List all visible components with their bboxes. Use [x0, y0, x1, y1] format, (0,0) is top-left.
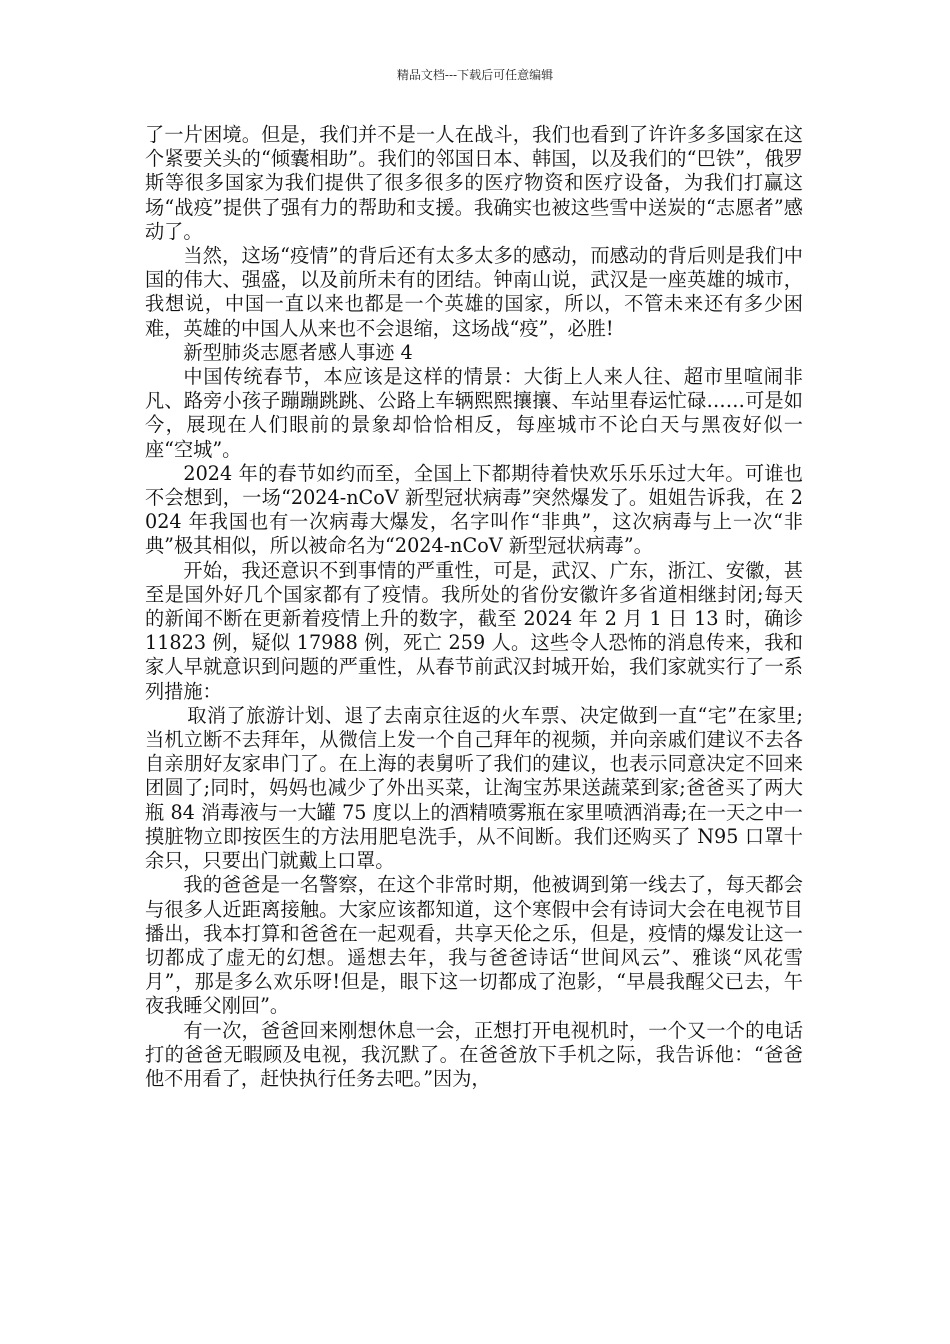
document-body: [145, 123, 803, 1091]
paragraph: 取消了旅游计划、退了去南京往返的火车票、决定做到一直“宅”在家里;当机立断不去拜年，从微信上发一个自己拜年的视频，并向亲戚们建议不去各自亲朋好友家串门了。在上海的表舅听了我们的建议，也表示同意决定不回来团圆了;同时，妈妈也减少了外出买菜，让淘宝苏果送蔬菜到家;爸爸买了两大瓶 84 消毒液与一大罐 75 度以上的酒精喷雾瓶在家里喷洒消毒;在一天之中一摸脏物立即按医生的方法用肥皂洗手，从不间断。我们还购买了 N95 口罩十余只，只要出门就戴上口罩。: [145, 703, 803, 873]
paragraph: 我的爸爸是一名警察，在这个非常时期，他被调到第一线去了，每天都会与很多人近距离接触。大家应该都知道，这个寒假中会有诗词大会在电视节目播出，我本打算和爸爸在一起观看，共享天伦之乐，但是，疫情的爆发让这一切都成了虚无的幻想。遥想去年，我与爸爸诗话“世间风云”、雅谈“风花雪月”，那是多么欢乐呀!但是，眼下这一切都成了泡影，“早晨我醒父已去，午夜我睡父刚回”。: [145, 873, 803, 1018]
paragraph: 有一次，爸爸回来刚想休息一会，正想打开电视机时，一个又一个的电话打的爸爸无暇顾及电视，我沉默了。在爸爸放下手机之际，我告诉他：“爸爸他不用看了，赶快执行任务去吧。”因为，: [145, 1018, 803, 1090]
page-header: 精品文档---下载后可任意编辑: [396, 68, 554, 82]
paragraph: 中国传统春节，本应该是这样的情景：大街上人来人往、超市里喧闹非凡、路旁小孩子蹦蹦跳跳、公路上车辆熙熙攘攘、车站里春运忙碌……可是如今，展现在人们眼前的景象却恰恰相反，每座城市不论白天与黑夜好似一座“空城”。: [145, 365, 803, 461]
paragraph: 当然，这场“疫情”的背后还有太多太多的感动，而感动的背后则是我们中国的伟大、强盛，以及前所未有的团结。钟南山说，武汉是一座英雄的城市，我想说，中国一直以来也都是一个英雄的国家，所以，不管未来还有多少困难，英雄的中国人从来也不会退缩，这场战“疫”，必胜!: [145, 244, 803, 340]
paragraph: 2024 年的春节如约而至，全国上下都期待着快欢乐乐乐过大年。可谁也不会想到，一场“2024-nCoV 新型冠状病毒”突然爆发了。姐姐告诉我，在 2024 年我国也有一次病毒大爆发，名字叫作“非典”，这次病毒与上一次“非典”极其相似，所以被命名为“2024-nCoV 新型冠状病毒”。: [145, 461, 803, 558]
paragraph: 开始，我还意识不到事情的严重性，可是，武汉、广东，浙江、安徽，甚至是国外好几个国家都有了疫情。我所处的省份安徽许多省道相继封闭;每天的新闻不断在更新着疫情上升的数字，截至 2024 年 2 月 1 日 13 时，确诊 11823 例，疑似 17988 例，死亡 259 人。这些令人恐怖的消息传来，我和家人早就意识到问题的严重性，从春节前武汉封城开始，我们家就实行了一系列措施：: [145, 558, 803, 703]
paragraph-continuation: 了一片困境。但是，我们并不是一人在战斗，我们也看到了许许多多国家在这个紧要关头的“倾囊相助”。我们的邻国日本、韩国，以及我们的“巴铁”，俄罗斯等很多国家为我们提供了很多很多的医疗物资和医疗设备，为我们打赢这场“战疫”提供了强有力的帮助和支援。我确实也被这些雪中送炭的“志愿者”感动了。: [145, 123, 803, 243]
section-heading: 新型肺炎志愿者感人事迹 4: [183, 340, 413, 364]
